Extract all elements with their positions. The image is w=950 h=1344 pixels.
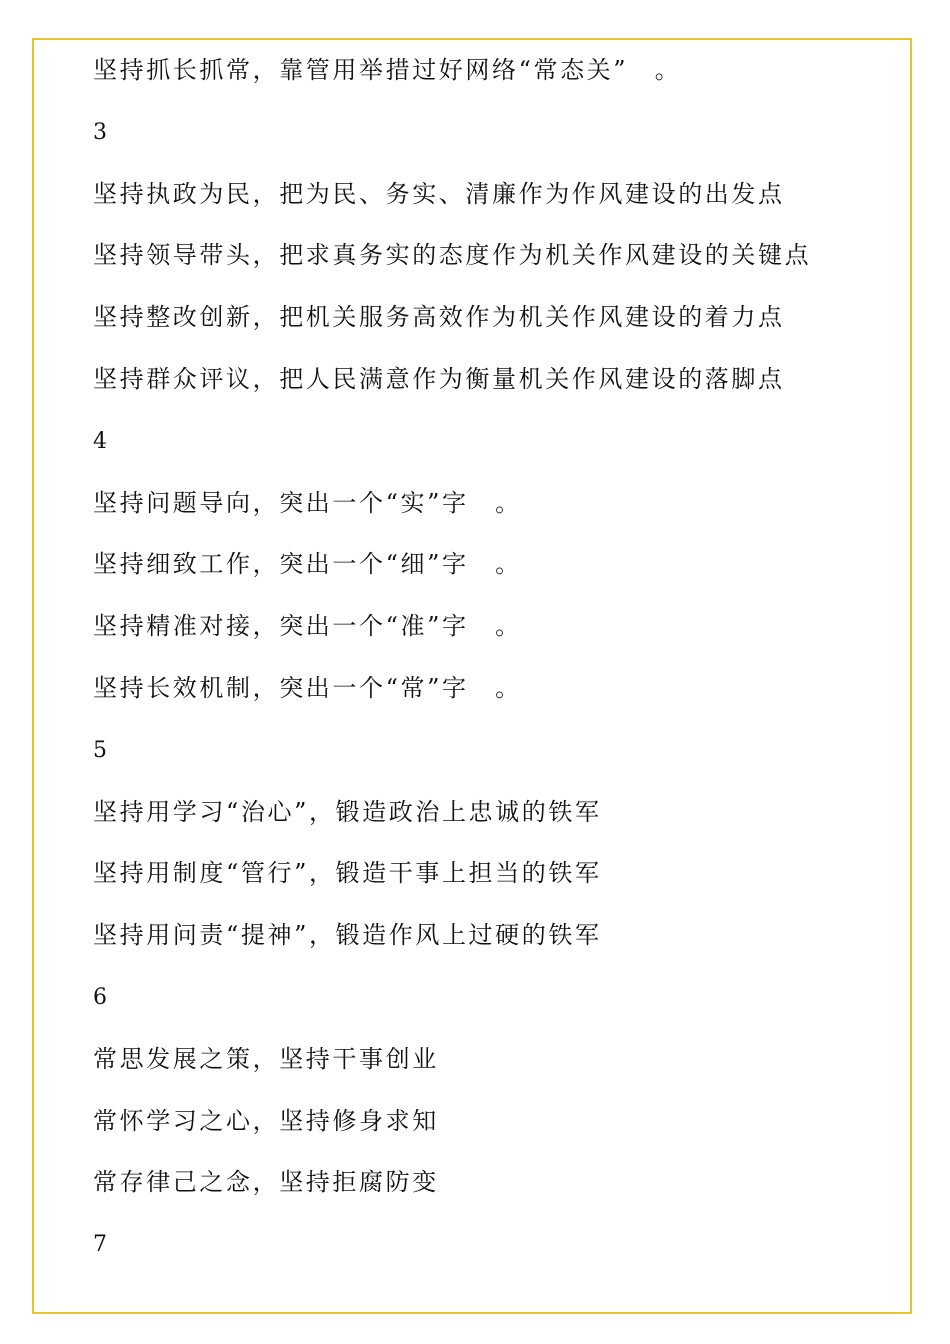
text-line: 坚持领导带头，把求真务实的态度作为机关作风建设的关键点	[93, 241, 812, 270]
text-line: 坚持用学习“治心”，锻造政治上忠诚的铁军	[93, 797, 602, 826]
text-line: 常存律己之念，坚持拒腐防变	[93, 1168, 439, 1197]
section-number: 4	[93, 428, 107, 454]
text-line: 坚持用问责“提神”，锻造作风上过硬的铁军	[93, 921, 602, 950]
section-number: 5	[93, 737, 107, 763]
text-line: 坚持细致工作，突出一个“细”字 。	[93, 550, 522, 579]
text-line: 常思发展之策，坚持干事创业	[93, 1044, 439, 1073]
section-number: 3	[93, 119, 107, 145]
section-number: 6	[93, 984, 107, 1010]
document-body	[93, 40, 893, 1276]
text-line: 坚持抓长抓常，靠管用举措过好网络“常态关” 。	[93, 56, 682, 84]
text-line: 常怀学习之心，坚持修身求知	[93, 1106, 439, 1135]
text-line: 坚持执政为民，把为民、务实、清廉作为作风建设的出发点	[93, 179, 785, 208]
text-line: 坚持长效机制，突出一个“常”字 。	[93, 673, 522, 702]
text-line: 坚持精准对接，突出一个“准”字 。	[93, 612, 522, 641]
text-line: 坚持整改创新，把机关服务高效作为机关作风建设的着力点	[93, 303, 785, 332]
section-number: 7	[93, 1232, 107, 1258]
text-line: 坚持用制度“管行”，锻造干事上担当的铁军	[93, 859, 602, 888]
text-line: 坚持群众评议，把人民满意作为衡量机关作风建设的落脚点	[93, 364, 785, 393]
text-line: 坚持问题导向，突出一个“实”字 。	[93, 488, 522, 517]
